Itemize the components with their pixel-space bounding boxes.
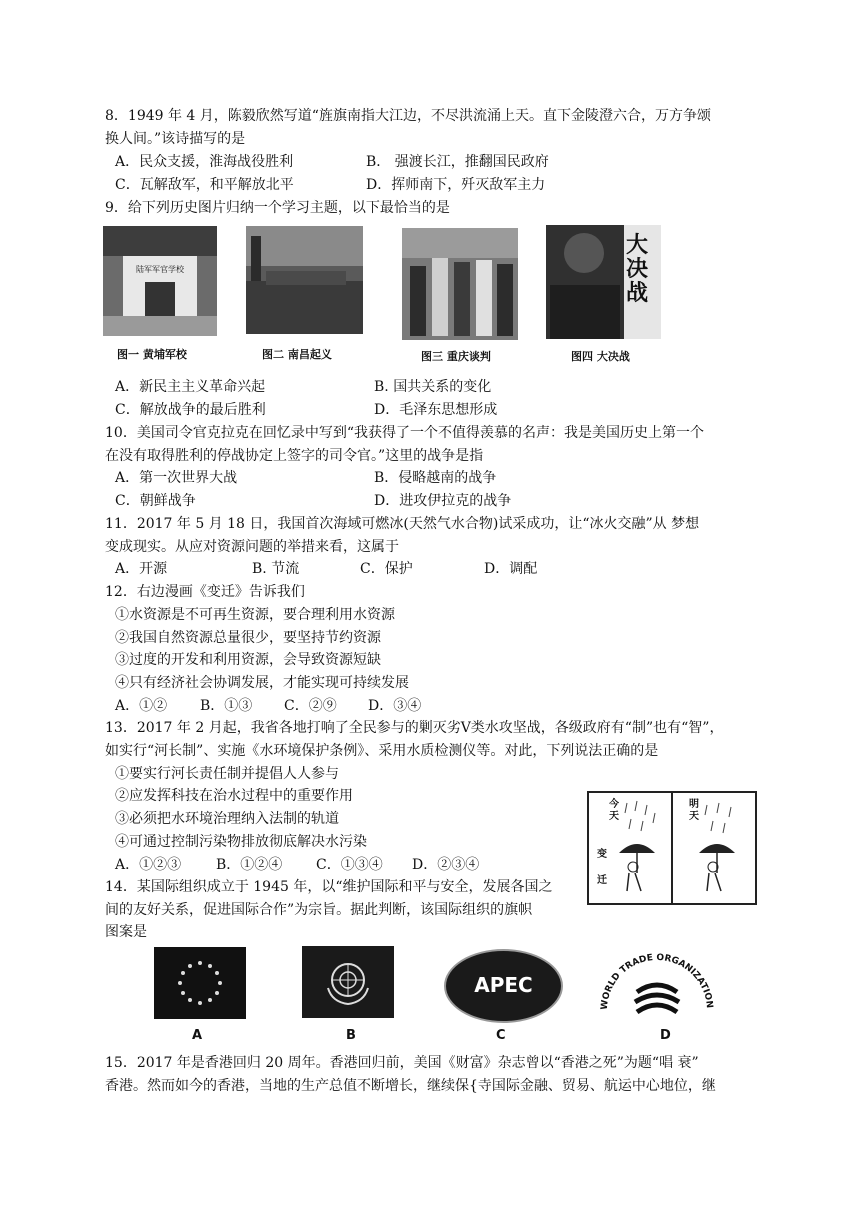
q10-option-d: D．进攻伊拉克的战争 — [374, 493, 512, 509]
q9-option-a: A．新民主主义革命兴起 — [115, 379, 266, 395]
q10-option-c: C．朝鲜战争 — [115, 493, 196, 509]
apec-text: APEC — [474, 973, 533, 997]
photo-caption-4: 图四 大决战 — [571, 350, 630, 363]
q8-option-d: D．挥师南下，歼灭敌军主力 — [366, 177, 546, 193]
q9-option-b: B. 国共关系的变化 — [374, 379, 492, 395]
q15-stem-line1: 15．2017 年是香港回归 20 周年。香港回归前，美国《财富》杂志曾以“香港之死”为题“唱 衰” — [105, 1055, 699, 1071]
flag-label-c: C — [496, 1028, 506, 1043]
q13-option-d: D．②③④ — [412, 857, 480, 873]
q8-option-c: C．瓦解敌军，和平解放北平 — [115, 177, 294, 193]
q9-option-c: C．解放战争的最后胜利 — [115, 402, 266, 418]
cartoon-drawing — [589, 793, 755, 903]
q14-stem-line3: 图案是 — [105, 924, 147, 940]
q13-item-1: ①要实行河长责任制并提倡人人参与 — [115, 766, 339, 782]
wto-arc-text: WORLD TRADE ORGANIZATION — [599, 952, 715, 1011]
photo-chongqing-negotiation — [402, 228, 518, 340]
flag-label-d: D — [660, 1028, 671, 1043]
cartoon-changes — [587, 791, 757, 905]
flag-label-b: B — [346, 1028, 356, 1043]
q12-option-d: D．③④ — [368, 698, 422, 714]
q11-stem-line1: 11．2017 年 5 月 18 日，我国首次海域可燃冰(天然气水合物)试采成功，让“冰火交融”从 梦想 — [105, 516, 700, 532]
q12-option-a: A．①② — [115, 698, 168, 714]
q13-stem-line2: 如实行“河长制”、实施《水环境保护条例》、采用水质检测仪等。对此，下列说法正确的是 — [105, 743, 659, 759]
q11-option-d: D．调配 — [484, 561, 538, 577]
q10-stem-line1: 10．美国司令官克拉克在回忆录中写到“我获得了一个不值得羡慕的名声：我是美国历史上第一个 — [105, 425, 704, 441]
cartoon-label-tomorrow: 明天 — [689, 799, 699, 822]
q12-option-b: B．①③ — [200, 698, 253, 714]
q8-option-a: A．民众支援，淮海战役胜利 — [115, 154, 294, 170]
photo-nanchang-uprising — [246, 226, 363, 334]
flag-apec — [444, 949, 563, 1023]
cartoon-title-char-2: 迁 — [597, 875, 607, 886]
q8-stem-line1: 8．1949 年 4 月，陈毅欣然写道“旌旗南指大江边，不尽洪流涌上天。直下金陵澄六合，万方争颂 — [105, 108, 711, 124]
poster-title: 大决战 — [626, 232, 649, 306]
q14-stem-line2: 间的友好关系，促进国际合作”为宗旨。据此判断，该国际组织的旗帜 — [105, 902, 533, 918]
q8-stem-line2: 换人间。”该诗描写的是 — [105, 131, 246, 147]
flag-eu — [154, 947, 246, 1019]
q15-stem-line2: 香港。然而如今的香港，当地的生产总值不断增长，继续保{寺国际金融、贸易、航运中心地位，继 — [105, 1078, 716, 1094]
svg-text:WORLD TRADE ORGANIZATION — [600, 953, 714, 1010]
q11-option-c: C．保护 — [360, 561, 413, 577]
q10-option-a: A．第一次世界大战 — [115, 470, 238, 486]
q9-stem: 9．给下列历史图片归纳一个学习主题，以下最恰当的是 — [105, 200, 450, 216]
q13-option-b: B．①②④ — [216, 857, 283, 873]
q13-stem-line1: 13．2017 年 2 月起，我省各地打响了全民参与的剿灭劣Ⅴ类水攻坚战，各级政府有“制”也有“智”， — [105, 720, 724, 736]
flag-wto — [585, 938, 725, 1028]
photo-decisive-battle — [546, 225, 661, 339]
q10-stem-line2: 在没有取得胜利的停战协定上签字的司令官。”这里的战争是指 — [105, 448, 484, 464]
photo-caption-3: 图三 重庆谈判 — [421, 350, 491, 363]
q12-item-2: ②我国自然资源总量很少，要坚持节约资源 — [115, 630, 381, 646]
q11-option-b: B. 节流 — [252, 561, 300, 577]
gate-sign: 陆军军官学校 — [136, 265, 184, 274]
q13-option-a: A．①②③ — [115, 857, 182, 873]
flag-un — [302, 946, 394, 1018]
photo-caption-2: 图二 南昌起义 — [262, 348, 332, 361]
q13-option-c: C．①③④ — [316, 857, 383, 873]
q11-option-a: A．开源 — [115, 561, 168, 577]
q9-option-d: D．毛泽东思想形成 — [374, 402, 498, 418]
cartoon-title-char-1: 变 — [597, 849, 607, 860]
q10-option-b: B．侵略越南的战争 — [374, 470, 497, 486]
cartoon-label-today: 今天 — [609, 799, 619, 822]
flag-label-a: A — [192, 1028, 203, 1043]
q13-item-2: ②应发挥科技在治水过程中的重要作用 — [115, 788, 353, 804]
photo-caption-1: 图一 黄埔军校 — [117, 348, 187, 361]
q12-item-1: ①水资源是不可再生资源，要合理利用水资源 — [115, 607, 395, 623]
q12-stem: 12．右边漫画《变迁》告诉我们 — [105, 584, 305, 600]
q12-option-c: C．②⑨ — [284, 698, 337, 714]
q8-option-b: B． 强渡长江，推翻国民政府 — [366, 154, 549, 170]
q13-item-3: ③必须把水环境治理纳入法制的轨道 — [115, 811, 339, 827]
q12-item-4: ④只有经济社会协调发展，才能实现可持续发展 — [115, 675, 409, 691]
q13-item-4: ④可通过控制污染物排放彻底解决水污染 — [115, 834, 367, 850]
q14-stem-line1: 14．某国际组织成立于 1945 年，以“维护国际和平与安全，发展各国之 — [105, 879, 553, 895]
q11-stem-line2: 变成现实。从应对资源问题的举措来看，这属于 — [105, 539, 399, 555]
q12-item-3: ③过度的开发和利用资源，会导致资源短缺 — [115, 652, 381, 668]
photo-whampoa-academy — [103, 226, 217, 336]
